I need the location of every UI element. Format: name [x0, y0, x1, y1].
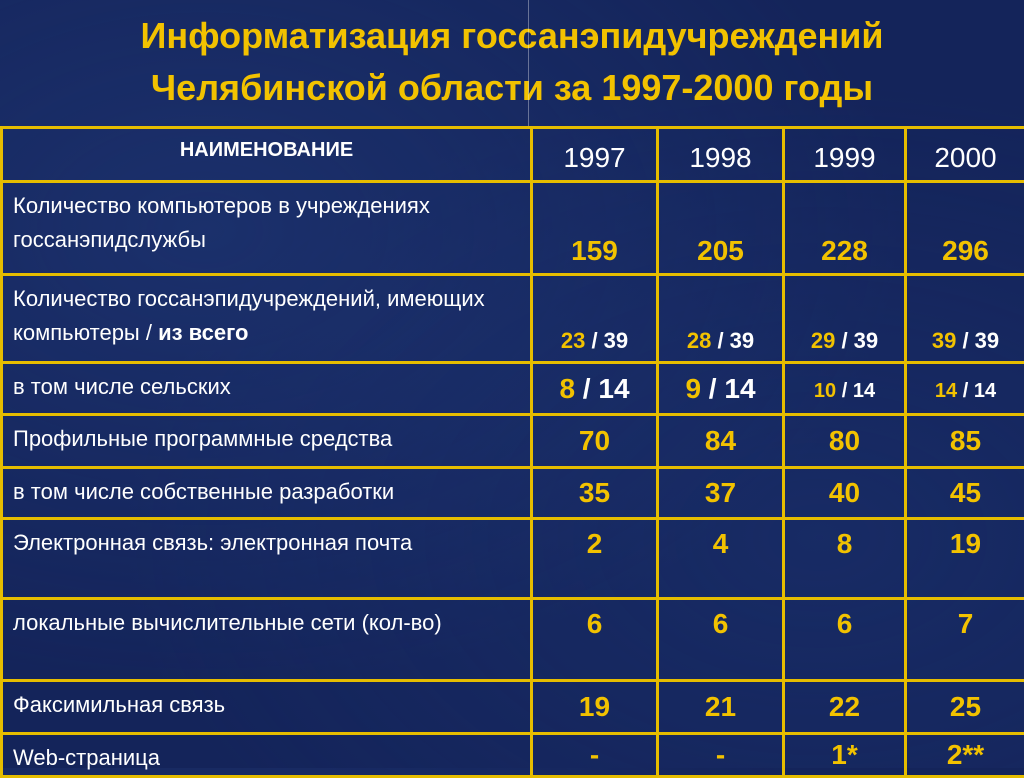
cell-fraction: 10 / 14 — [784, 363, 906, 415]
cell-value: 4 — [658, 519, 784, 599]
cell-value: 2 — [532, 519, 658, 599]
cell-value: 22 — [784, 681, 906, 734]
title-line-1: Информатизация госсанэпидучреждений — [0, 10, 1024, 62]
cell-value: 70 — [532, 415, 658, 468]
cell-value: 6 — [658, 599, 784, 681]
cell-value: 6 — [784, 599, 906, 681]
cell-value: 159 — [532, 182, 658, 275]
cell-fraction: 28 / 39 — [658, 275, 784, 363]
fraction-part: 9 — [685, 373, 701, 404]
fraction-total: 14 — [598, 373, 629, 404]
row-label: Профильные программные средства — [2, 415, 532, 468]
page-title — [0, 0, 1024, 126]
row-label: в том числе сельских — [2, 363, 532, 415]
cell-value: 296 — [906, 182, 1024, 275]
table-row — [2, 599, 1024, 681]
fraction-total: 39 — [604, 328, 628, 353]
fraction-part: 14 — [935, 380, 957, 402]
cell-fraction: 8 / 14 — [532, 363, 658, 415]
cell-value: 21 — [658, 681, 784, 734]
cell-value: 8 — [784, 519, 906, 599]
fraction-part: 23 — [561, 328, 585, 353]
fraction-part: 39 — [932, 328, 956, 353]
row-label: в том числе собственные разработки — [2, 468, 532, 519]
row-label — [2, 275, 532, 363]
cell-fraction: 14 / 14 — [906, 363, 1024, 415]
fraction-total: 14 — [724, 373, 755, 404]
cell-value: 1* — [784, 734, 906, 777]
cell-value: 2** — [906, 734, 1024, 777]
cell-value: 7 — [906, 599, 1024, 681]
fraction-total: 39 — [730, 328, 754, 353]
row-label: локальные вычислительные сети (кол-во) — [2, 599, 532, 681]
row-label-bold: из всего — [158, 320, 248, 345]
header-row — [2, 128, 1024, 182]
cell-value: 25 — [906, 681, 1024, 734]
cell-value: 35 — [532, 468, 658, 519]
row-label: Количество компьютеров в учреждениях госсанэпидслужбы — [2, 182, 532, 275]
fraction-total: 39 — [854, 328, 878, 353]
header-year-2000: 2000 — [906, 128, 1024, 182]
fraction-part: 28 — [687, 328, 711, 353]
fraction-part: 8 — [559, 373, 575, 404]
table-row — [2, 468, 1024, 519]
row-label: Электронная связь: электронная почта — [2, 519, 532, 599]
header-year-1997: 1997 — [532, 128, 658, 182]
table-row — [2, 681, 1024, 734]
cell-fraction: 29 / 39 — [784, 275, 906, 363]
cell-value: 228 — [784, 182, 906, 275]
header-year-1998: 1998 — [658, 128, 784, 182]
table-row — [2, 275, 1024, 363]
header-name-cell: НАИМЕНОВАНИЕ — [2, 128, 532, 182]
fraction-part: 10 — [814, 380, 836, 402]
fraction-total: 14 — [974, 380, 996, 402]
cell-value: 40 — [784, 468, 906, 519]
cell-value: - — [658, 734, 784, 777]
cell-fraction: 9 / 14 — [658, 363, 784, 415]
cell-fraction: 23 / 39 — [532, 275, 658, 363]
cell-value: 205 — [658, 182, 784, 275]
fraction-total: 14 — [853, 380, 875, 402]
cell-value: 19 — [532, 681, 658, 734]
cell-value: 37 — [658, 468, 784, 519]
cell-fraction: 39 / 39 — [906, 275, 1024, 363]
row-label: Web-страница — [2, 734, 532, 777]
cell-value: 80 — [784, 415, 906, 468]
table-row — [2, 519, 1024, 599]
fraction-total: 39 — [975, 328, 999, 353]
cell-value: - — [532, 734, 658, 777]
header-year-1999: 1999 — [784, 128, 906, 182]
title-divider — [528, 0, 529, 126]
cell-value: 45 — [906, 468, 1024, 519]
table-row — [2, 182, 1024, 275]
row-label-text: Количество госсанэпидучреждений, имеющих компьютеры / — [13, 286, 485, 345]
table-row — [2, 415, 1024, 468]
informatization-table — [0, 126, 1024, 778]
fraction-part: 29 — [811, 328, 835, 353]
cell-value: 84 — [658, 415, 784, 468]
table-row — [2, 734, 1024, 777]
cell-value: 85 — [906, 415, 1024, 468]
row-label: Факсимильная связь — [2, 681, 532, 734]
cell-value: 19 — [906, 519, 1024, 599]
title-line-2: Челябинской области за 1997-2000 годы — [0, 62, 1024, 114]
cell-value: 6 — [532, 599, 658, 681]
table-row — [2, 363, 1024, 415]
